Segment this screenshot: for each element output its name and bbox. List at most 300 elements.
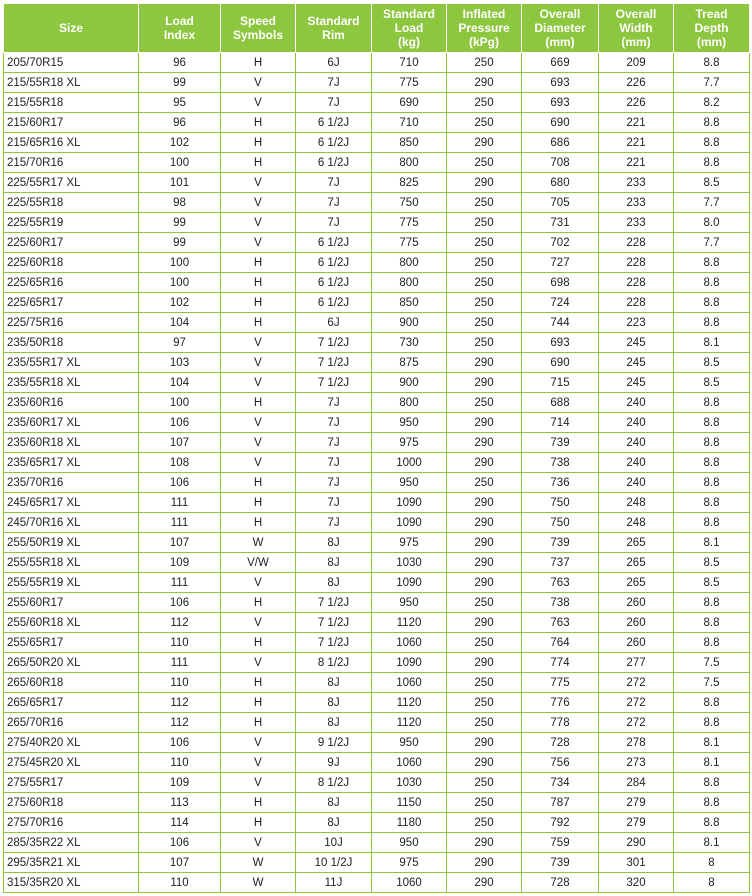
cell-speed-symbol: V xyxy=(221,93,296,113)
cell-overall-diameter: 775 xyxy=(522,673,599,693)
cell-load-index: 108 xyxy=(139,453,221,473)
cell-overall-width: 245 xyxy=(599,333,674,353)
cell-overall-width: 228 xyxy=(599,233,674,253)
tire-spec-table-container xyxy=(3,3,749,893)
header-speed-symbols: Speed Symbols xyxy=(221,4,296,53)
cell-overall-width: 226 xyxy=(599,73,674,93)
cell-load-index: 99 xyxy=(139,213,221,233)
cell-speed-symbol: V xyxy=(221,173,296,193)
cell-size: 225/55R19 xyxy=(4,213,139,233)
cell-inflated-pressure: 250 xyxy=(447,593,522,613)
cell-size: 245/70R16 XL xyxy=(4,513,139,533)
cell-overall-diameter: 669 xyxy=(522,53,599,73)
cell-speed-symbol: H xyxy=(221,493,296,513)
cell-size: 255/55R19 XL xyxy=(4,573,139,593)
cell-overall-width: 260 xyxy=(599,593,674,613)
table-row xyxy=(4,153,750,173)
cell-inflated-pressure: 290 xyxy=(447,553,522,573)
cell-inflated-pressure: 290 xyxy=(447,873,522,893)
cell-size: 235/70R16 xyxy=(4,473,139,493)
cell-tread-depth: 8.1 xyxy=(674,753,750,773)
cell-tread-depth: 8.8 xyxy=(674,153,750,173)
cell-standard-load: 800 xyxy=(372,153,447,173)
cell-overall-diameter: 727 xyxy=(522,253,599,273)
table-row xyxy=(4,93,750,113)
cell-standard-rim: 10J xyxy=(296,833,372,853)
cell-overall-width: 240 xyxy=(599,453,674,473)
cell-size: 265/50R20 XL xyxy=(4,653,139,673)
cell-overall-width: 277 xyxy=(599,653,674,673)
cell-overall-diameter: 698 xyxy=(522,273,599,293)
cell-speed-symbol: H xyxy=(221,133,296,153)
cell-overall-diameter: 728 xyxy=(522,873,599,893)
cell-tread-depth: 8.8 xyxy=(674,513,750,533)
cell-standard-rim: 10 1/2J xyxy=(296,853,372,873)
cell-inflated-pressure: 250 xyxy=(447,273,522,293)
cell-standard-load: 1150 xyxy=(372,793,447,813)
cell-size: 265/65R17 xyxy=(4,693,139,713)
cell-standard-load: 730 xyxy=(372,333,447,353)
table-row xyxy=(4,273,750,293)
cell-tread-depth: 8.1 xyxy=(674,533,750,553)
cell-overall-diameter: 778 xyxy=(522,713,599,733)
cell-standard-load: 1030 xyxy=(372,553,447,573)
cell-overall-diameter: 688 xyxy=(522,393,599,413)
table-row xyxy=(4,213,750,233)
cell-overall-diameter: 787 xyxy=(522,793,599,813)
cell-overall-diameter: 731 xyxy=(522,213,599,233)
table-row xyxy=(4,633,750,653)
cell-tread-depth: 8.8 xyxy=(674,293,750,313)
cell-standard-load: 1060 xyxy=(372,673,447,693)
cell-speed-symbol: V xyxy=(221,453,296,473)
table-row xyxy=(4,313,750,333)
cell-standard-rim: 7J xyxy=(296,193,372,213)
cell-inflated-pressure: 250 xyxy=(447,713,522,733)
cell-standard-rim: 8J xyxy=(296,693,372,713)
cell-load-index: 102 xyxy=(139,133,221,153)
cell-size: 315/35R20 XL xyxy=(4,873,139,893)
cell-speed-symbol: H xyxy=(221,273,296,293)
cell-inflated-pressure: 250 xyxy=(447,313,522,333)
cell-load-index: 96 xyxy=(139,53,221,73)
cell-inflated-pressure: 290 xyxy=(447,433,522,453)
cell-overall-width: 233 xyxy=(599,173,674,193)
cell-overall-width: 223 xyxy=(599,313,674,333)
table-row xyxy=(4,553,750,573)
header-size: Size xyxy=(4,4,139,53)
cell-standard-rim: 7 1/2J xyxy=(296,353,372,373)
cell-size: 235/55R17 XL xyxy=(4,353,139,373)
cell-overall-diameter: 734 xyxy=(522,773,599,793)
cell-speed-symbol: W xyxy=(221,533,296,553)
cell-size: 255/55R18 XL xyxy=(4,553,139,573)
cell-standard-load: 850 xyxy=(372,133,447,153)
cell-speed-symbol: H xyxy=(221,813,296,833)
cell-overall-diameter: 774 xyxy=(522,653,599,673)
cell-size: 215/70R16 xyxy=(4,153,139,173)
cell-load-index: 100 xyxy=(139,273,221,293)
cell-load-index: 104 xyxy=(139,313,221,333)
cell-load-index: 109 xyxy=(139,773,221,793)
cell-standard-load: 775 xyxy=(372,73,447,93)
cell-tread-depth: 8.1 xyxy=(674,333,750,353)
cell-overall-width: 240 xyxy=(599,413,674,433)
cell-load-index: 100 xyxy=(139,253,221,273)
cell-overall-width: 221 xyxy=(599,113,674,133)
cell-overall-width: 240 xyxy=(599,473,674,493)
cell-overall-diameter: 705 xyxy=(522,193,599,213)
cell-standard-load: 1090 xyxy=(372,493,447,513)
cell-tread-depth: 8.8 xyxy=(674,813,750,833)
cell-speed-symbol: V xyxy=(221,573,296,593)
cell-load-index: 111 xyxy=(139,573,221,593)
cell-overall-width: 221 xyxy=(599,133,674,153)
cell-inflated-pressure: 250 xyxy=(447,693,522,713)
cell-standard-load: 1120 xyxy=(372,693,447,713)
cell-tread-depth: 8 xyxy=(674,853,750,873)
cell-inflated-pressure: 250 xyxy=(447,213,522,233)
cell-speed-symbol: V/W xyxy=(221,553,296,573)
cell-size: 235/55R18 XL xyxy=(4,373,139,393)
cell-load-index: 112 xyxy=(139,613,221,633)
cell-speed-symbol: H xyxy=(221,713,296,733)
cell-overall-diameter: 750 xyxy=(522,493,599,513)
cell-load-index: 102 xyxy=(139,293,221,313)
cell-standard-load: 800 xyxy=(372,253,447,273)
cell-load-index: 98 xyxy=(139,193,221,213)
cell-inflated-pressure: 290 xyxy=(447,453,522,473)
cell-standard-rim: 9 1/2J xyxy=(296,733,372,753)
cell-overall-width: 279 xyxy=(599,813,674,833)
cell-overall-width: 272 xyxy=(599,713,674,733)
cell-overall-diameter: 686 xyxy=(522,133,599,153)
cell-inflated-pressure: 250 xyxy=(447,253,522,273)
cell-load-index: 111 xyxy=(139,493,221,513)
cell-standard-rim: 7J xyxy=(296,453,372,473)
cell-speed-symbol: H xyxy=(221,633,296,653)
table-row xyxy=(4,653,750,673)
cell-standard-rim: 8J xyxy=(296,533,372,553)
cell-inflated-pressure: 250 xyxy=(447,813,522,833)
cell-overall-diameter: 759 xyxy=(522,833,599,853)
cell-load-index: 110 xyxy=(139,673,221,693)
cell-tread-depth: 7.7 xyxy=(674,73,750,93)
cell-standard-rim: 7 1/2J xyxy=(296,373,372,393)
cell-standard-load: 900 xyxy=(372,373,447,393)
table-row xyxy=(4,333,750,353)
cell-speed-symbol: V xyxy=(221,653,296,673)
cell-size: 225/55R17 XL xyxy=(4,173,139,193)
cell-size: 205/70R15 xyxy=(4,53,139,73)
cell-size: 255/60R17 xyxy=(4,593,139,613)
cell-speed-symbol: V xyxy=(221,213,296,233)
cell-size: 235/60R18 XL xyxy=(4,433,139,453)
cell-inflated-pressure: 290 xyxy=(447,173,522,193)
cell-tread-depth: 8.5 xyxy=(674,573,750,593)
cell-load-index: 99 xyxy=(139,73,221,93)
cell-standard-rim: 8J xyxy=(296,673,372,693)
cell-inflated-pressure: 250 xyxy=(447,673,522,693)
table-row xyxy=(4,233,750,253)
cell-tread-depth: 8.2 xyxy=(674,93,750,113)
table-row xyxy=(4,473,750,493)
cell-overall-width: 248 xyxy=(599,513,674,533)
cell-standard-load: 1120 xyxy=(372,613,447,633)
cell-standard-load: 710 xyxy=(372,113,447,133)
cell-load-index: 96 xyxy=(139,113,221,133)
cell-size: 235/60R17 XL xyxy=(4,413,139,433)
cell-speed-symbol: H xyxy=(221,473,296,493)
cell-standard-rim: 7J xyxy=(296,73,372,93)
cell-overall-width: 260 xyxy=(599,633,674,653)
cell-size: 255/65R17 xyxy=(4,633,139,653)
cell-overall-diameter: 715 xyxy=(522,373,599,393)
cell-standard-rim: 7J xyxy=(296,213,372,233)
cell-load-index: 106 xyxy=(139,833,221,853)
cell-size: 215/60R17 xyxy=(4,113,139,133)
cell-inflated-pressure: 250 xyxy=(447,293,522,313)
cell-load-index: 109 xyxy=(139,553,221,573)
table-row xyxy=(4,433,750,453)
table-row xyxy=(4,693,750,713)
table-row xyxy=(4,453,750,473)
cell-overall-diameter: 763 xyxy=(522,573,599,593)
cell-size: 275/40R20 XL xyxy=(4,733,139,753)
table-row xyxy=(4,73,750,93)
cell-tread-depth: 8.8 xyxy=(674,493,750,513)
cell-standard-rim: 6 1/2J xyxy=(296,293,372,313)
cell-speed-symbol: H xyxy=(221,113,296,133)
header-tread-depth: Tread Depth (mm) xyxy=(674,4,750,53)
cell-overall-diameter: 750 xyxy=(522,513,599,533)
cell-tread-depth: 8.8 xyxy=(674,693,750,713)
table-row xyxy=(4,293,750,313)
cell-size: 215/65R16 XL xyxy=(4,133,139,153)
cell-overall-diameter: 708 xyxy=(522,153,599,173)
cell-speed-symbol: H xyxy=(221,693,296,713)
cell-load-index: 114 xyxy=(139,813,221,833)
cell-standard-load: 1060 xyxy=(372,633,447,653)
cell-tread-depth: 8.8 xyxy=(674,273,750,293)
cell-tread-depth: 8.8 xyxy=(674,713,750,733)
cell-load-index: 107 xyxy=(139,433,221,453)
cell-inflated-pressure: 250 xyxy=(447,633,522,653)
cell-overall-diameter: 702 xyxy=(522,233,599,253)
cell-standard-rim: 7J xyxy=(296,473,372,493)
table-row xyxy=(4,753,750,773)
table-row xyxy=(4,353,750,373)
cell-standard-rim: 8J xyxy=(296,573,372,593)
table-row xyxy=(4,613,750,633)
table-row xyxy=(4,733,750,753)
table-row xyxy=(4,673,750,693)
cell-standard-rim: 6J xyxy=(296,313,372,333)
cell-inflated-pressure: 290 xyxy=(447,833,522,853)
cell-standard-rim: 7J xyxy=(296,93,372,113)
cell-size: 265/70R16 xyxy=(4,713,139,733)
cell-tread-depth: 8.8 xyxy=(674,413,750,433)
cell-standard-load: 1090 xyxy=(372,653,447,673)
cell-overall-diameter: 693 xyxy=(522,333,599,353)
cell-speed-symbol: H xyxy=(221,153,296,173)
cell-tread-depth: 8.8 xyxy=(674,613,750,633)
cell-inflated-pressure: 250 xyxy=(447,473,522,493)
cell-load-index: 110 xyxy=(139,753,221,773)
cell-overall-width: 279 xyxy=(599,793,674,813)
cell-standard-rim: 7J xyxy=(296,493,372,513)
table-row xyxy=(4,373,750,393)
cell-speed-symbol: H xyxy=(221,593,296,613)
cell-standard-load: 1060 xyxy=(372,753,447,773)
table-row xyxy=(4,253,750,273)
cell-tread-depth: 8.8 xyxy=(674,113,750,133)
cell-inflated-pressure: 250 xyxy=(447,773,522,793)
cell-overall-diameter: 738 xyxy=(522,453,599,473)
cell-overall-diameter: 736 xyxy=(522,473,599,493)
table-row xyxy=(4,53,750,73)
cell-tread-depth: 8.8 xyxy=(674,53,750,73)
cell-inflated-pressure: 250 xyxy=(447,193,522,213)
cell-speed-symbol: V xyxy=(221,193,296,213)
cell-inflated-pressure: 290 xyxy=(447,533,522,553)
cell-inflated-pressure: 250 xyxy=(447,233,522,253)
cell-overall-width: 228 xyxy=(599,253,674,273)
cell-overall-diameter: 764 xyxy=(522,633,599,653)
cell-standard-load: 975 xyxy=(372,853,447,873)
cell-inflated-pressure: 250 xyxy=(447,153,522,173)
cell-overall-width: 248 xyxy=(599,493,674,513)
cell-tread-depth: 8.8 xyxy=(674,633,750,653)
cell-overall-width: 228 xyxy=(599,293,674,313)
cell-overall-width: 228 xyxy=(599,273,674,293)
cell-standard-load: 900 xyxy=(372,313,447,333)
cell-speed-symbol: V xyxy=(221,73,296,93)
cell-inflated-pressure: 290 xyxy=(447,413,522,433)
header-standard-rim: Standard Rim xyxy=(296,4,372,53)
cell-inflated-pressure: 290 xyxy=(447,373,522,393)
cell-standard-load: 950 xyxy=(372,473,447,493)
cell-standard-rim: 7J xyxy=(296,513,372,533)
header-inflated-pressure: Inflated Pressure (kPg) xyxy=(447,4,522,53)
cell-standard-rim: 7 1/2J xyxy=(296,333,372,353)
header-load-index: Load Index xyxy=(139,4,221,53)
cell-standard-load: 1120 xyxy=(372,713,447,733)
cell-speed-symbol: W xyxy=(221,853,296,873)
cell-inflated-pressure: 290 xyxy=(447,653,522,673)
cell-speed-symbol: V xyxy=(221,433,296,453)
cell-speed-symbol: V xyxy=(221,333,296,353)
cell-standard-load: 775 xyxy=(372,233,447,253)
cell-size: 255/60R18 XL xyxy=(4,613,139,633)
cell-tread-depth: 8.8 xyxy=(674,433,750,453)
cell-load-index: 97 xyxy=(139,333,221,353)
cell-tread-depth: 7.7 xyxy=(674,233,750,253)
cell-standard-rim: 7J xyxy=(296,173,372,193)
cell-inflated-pressure: 290 xyxy=(447,733,522,753)
cell-inflated-pressure: 290 xyxy=(447,513,522,533)
cell-tread-depth: 8.8 xyxy=(674,473,750,493)
cell-standard-rim: 6 1/2J xyxy=(296,233,372,253)
cell-overall-diameter: 690 xyxy=(522,353,599,373)
cell-load-index: 101 xyxy=(139,173,221,193)
cell-size: 255/50R19 XL xyxy=(4,533,139,553)
cell-speed-symbol: H xyxy=(221,293,296,313)
cell-standard-rim: 6 1/2J xyxy=(296,113,372,133)
cell-standard-rim: 7 1/2J xyxy=(296,593,372,613)
cell-tread-depth: 8.0 xyxy=(674,213,750,233)
cell-overall-width: 320 xyxy=(599,873,674,893)
cell-tread-depth: 8.8 xyxy=(674,393,750,413)
cell-inflated-pressure: 250 xyxy=(447,53,522,73)
cell-standard-load: 950 xyxy=(372,733,447,753)
cell-overall-diameter: 724 xyxy=(522,293,599,313)
tire-spec-table xyxy=(3,3,750,893)
cell-overall-width: 265 xyxy=(599,533,674,553)
table-row xyxy=(4,713,750,733)
cell-standard-rim: 8J xyxy=(296,793,372,813)
cell-overall-diameter: 739 xyxy=(522,533,599,553)
cell-overall-diameter: 792 xyxy=(522,813,599,833)
cell-size: 235/65R17 XL xyxy=(4,453,139,473)
cell-standard-rim: 8J xyxy=(296,713,372,733)
cell-speed-symbol: H xyxy=(221,513,296,533)
cell-size: 285/35R22 XL xyxy=(4,833,139,853)
header-row xyxy=(4,4,750,53)
cell-standard-load: 800 xyxy=(372,393,447,413)
table-row xyxy=(4,813,750,833)
cell-inflated-pressure: 250 xyxy=(447,793,522,813)
cell-inflated-pressure: 250 xyxy=(447,333,522,353)
cell-standard-rim: 8 1/2J xyxy=(296,773,372,793)
cell-load-index: 95 xyxy=(139,93,221,113)
cell-inflated-pressure: 290 xyxy=(447,573,522,593)
table-row xyxy=(4,173,750,193)
table-row xyxy=(4,133,750,153)
cell-overall-width: 290 xyxy=(599,833,674,853)
cell-overall-width: 265 xyxy=(599,573,674,593)
cell-load-index: 103 xyxy=(139,353,221,373)
cell-standard-load: 750 xyxy=(372,193,447,213)
cell-overall-diameter: 776 xyxy=(522,693,599,713)
cell-overall-diameter: 739 xyxy=(522,853,599,873)
cell-tread-depth: 8.5 xyxy=(674,173,750,193)
cell-tread-depth: 8.8 xyxy=(674,453,750,473)
cell-standard-rim: 8J xyxy=(296,553,372,573)
cell-inflated-pressure: 290 xyxy=(447,353,522,373)
cell-size: 225/65R16 xyxy=(4,273,139,293)
cell-overall-diameter: 690 xyxy=(522,113,599,133)
cell-inflated-pressure: 250 xyxy=(447,93,522,113)
header-overall-width: Overall Width (mm) xyxy=(599,4,674,53)
cell-size: 225/60R18 xyxy=(4,253,139,273)
cell-inflated-pressure: 290 xyxy=(447,613,522,633)
cell-standard-rim: 11J xyxy=(296,873,372,893)
cell-tread-depth: 8.8 xyxy=(674,793,750,813)
cell-speed-symbol: V xyxy=(221,413,296,433)
table-header xyxy=(4,4,750,53)
cell-standard-load: 1030 xyxy=(372,773,447,793)
cell-speed-symbol: V xyxy=(221,373,296,393)
cell-standard-load: 950 xyxy=(372,593,447,613)
cell-standard-load: 975 xyxy=(372,433,447,453)
table-row xyxy=(4,493,750,513)
cell-standard-rim: 7 1/2J xyxy=(296,633,372,653)
cell-speed-symbol: V xyxy=(221,833,296,853)
cell-tread-depth: 8.5 xyxy=(674,353,750,373)
cell-standard-rim: 7J xyxy=(296,413,372,433)
cell-load-index: 107 xyxy=(139,853,221,873)
